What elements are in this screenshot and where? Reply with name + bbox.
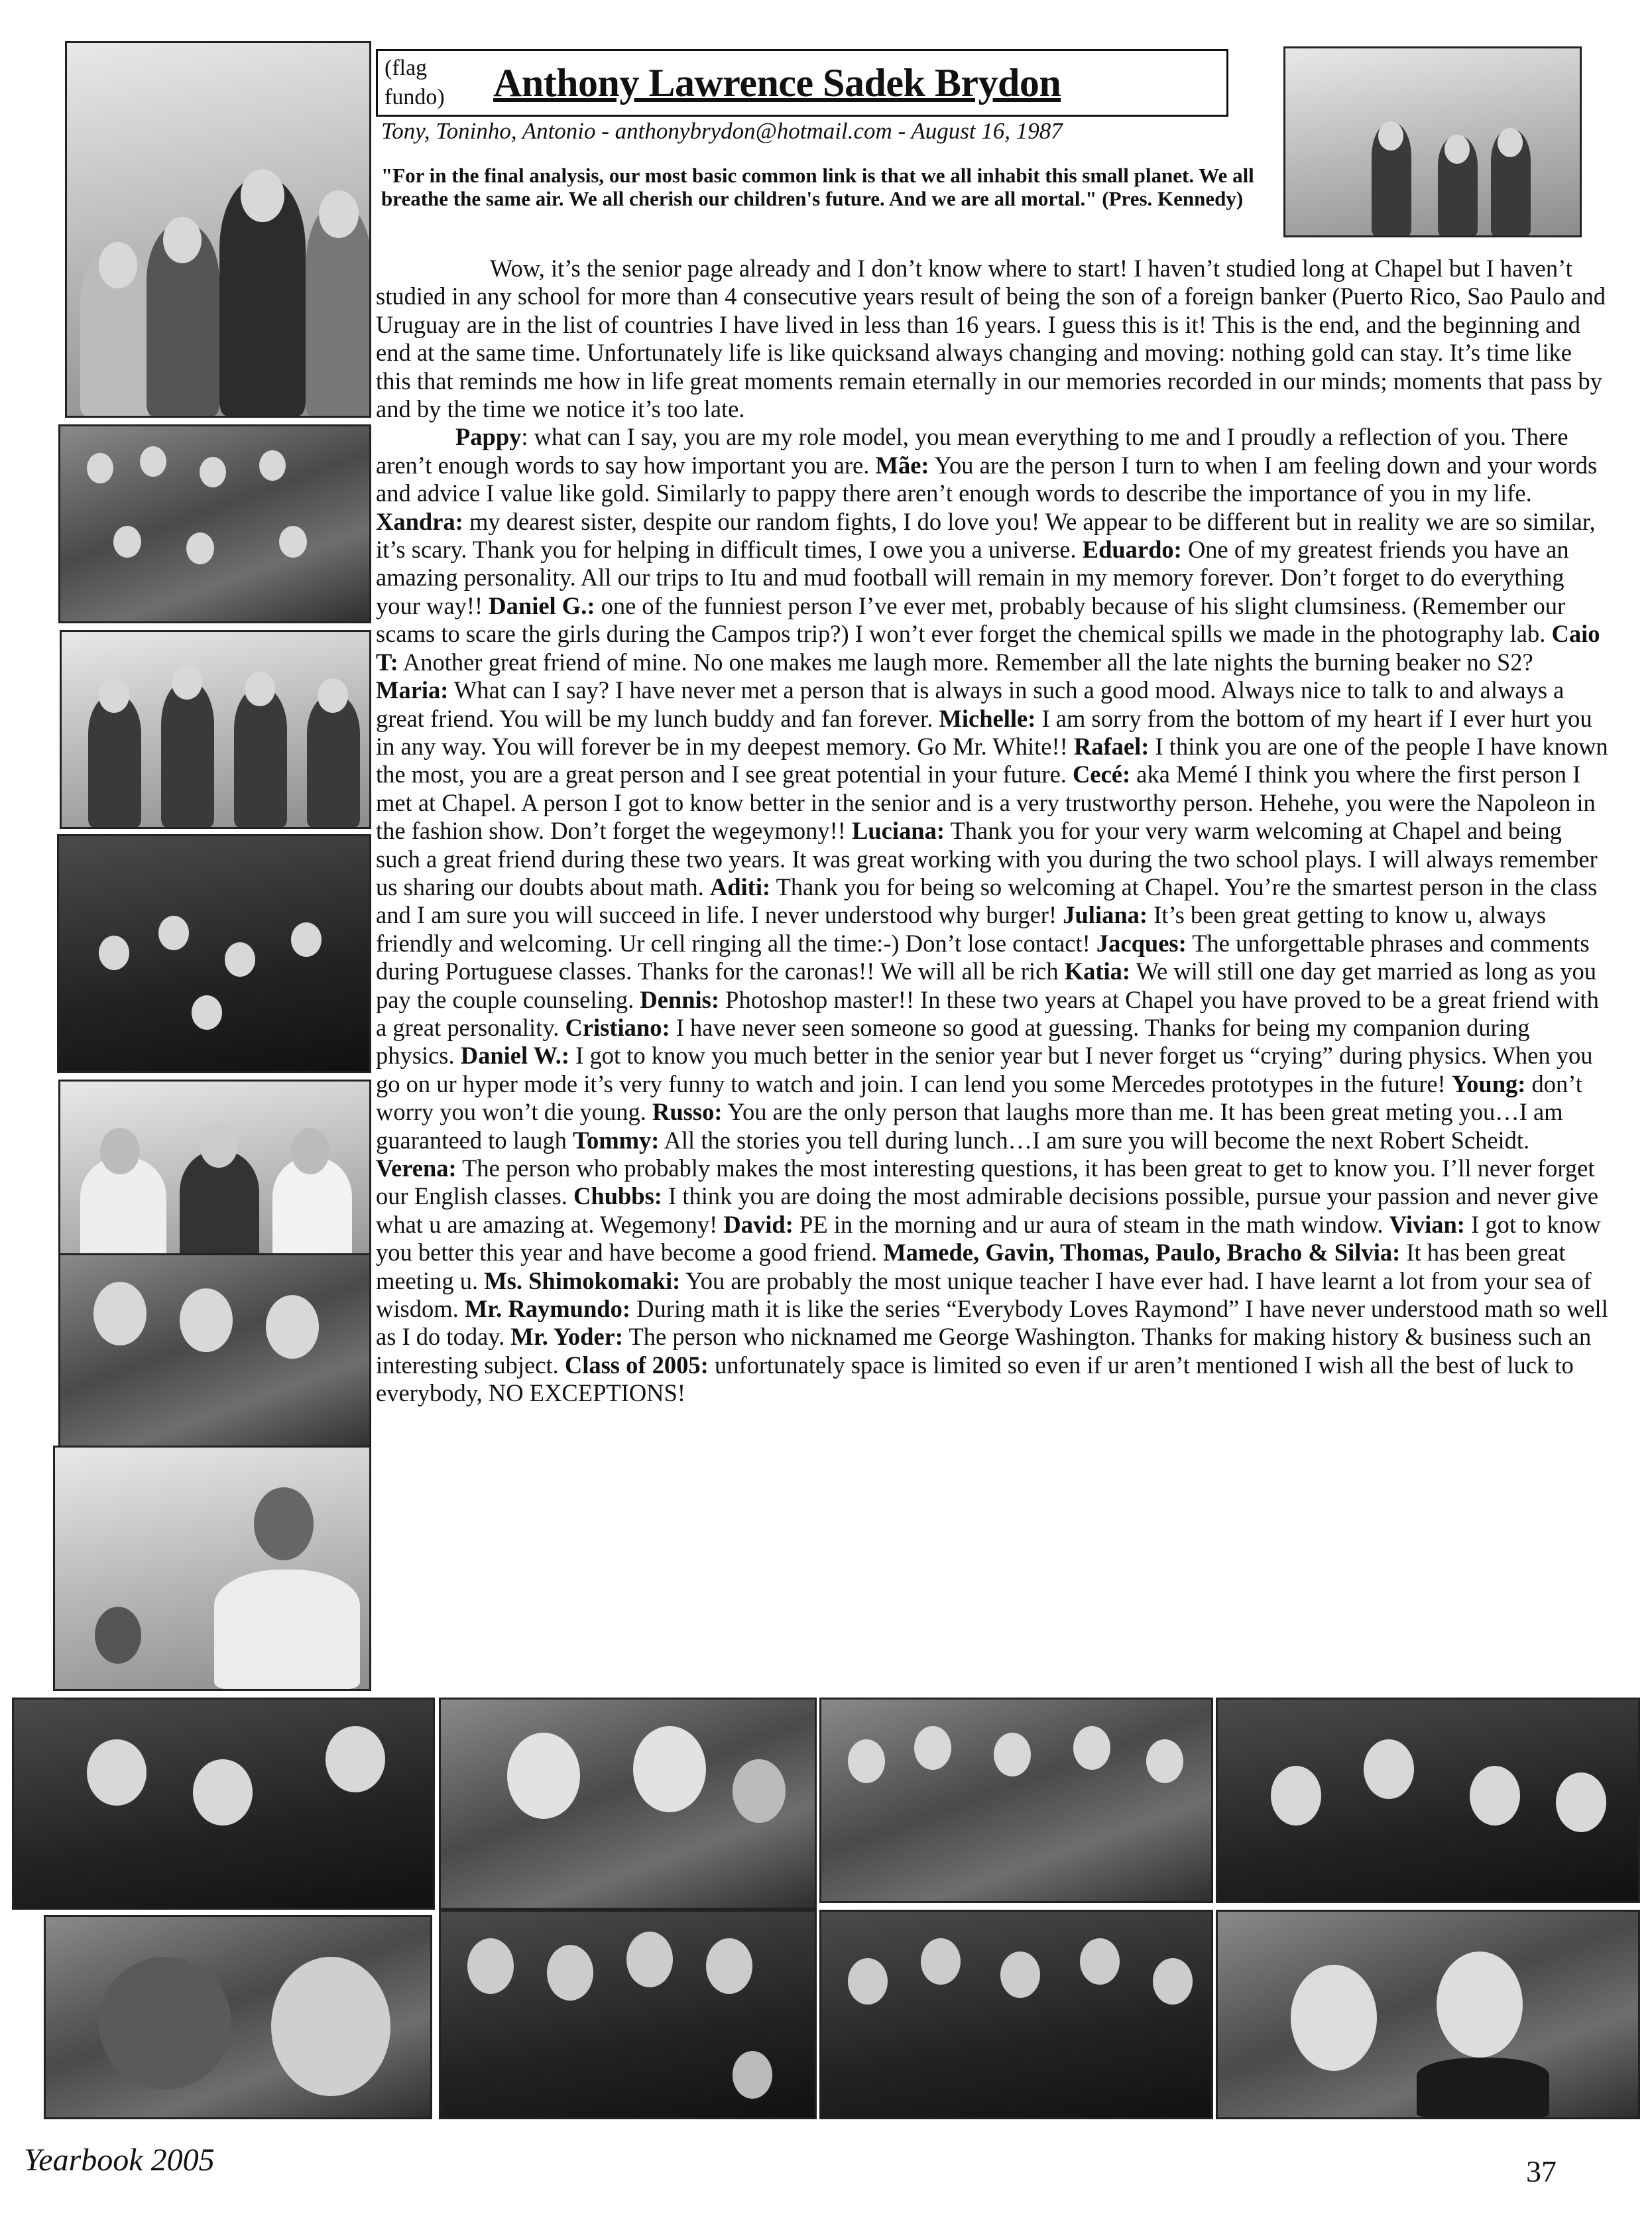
photo-class-stairs: [58, 424, 371, 623]
dedication-name: Cecé:: [1073, 761, 1131, 788]
photo-formal-party: [1216, 1698, 1640, 1903]
dedication-text: aka Memé I think you where the first person I met at Chapel. A person I got to know better in the senior and is a very trustworthy person. Hehehe, you were the Napoleon in the fashion show. Don’t forget the wegeymony!!: [376, 761, 1596, 845]
dedication-text: I have never seen someone so good at guessing. Thanks for being my companion during physics.: [376, 1013, 1530, 1070]
dedication-name: Daniel G.:: [489, 591, 595, 619]
quote: "For in the final analysis, our most basic common link is that we all inhabit this small planet. We all breathe the same air. We all cherish our children's future. And we are all mortal." (Pres. Kennedy): [381, 164, 1254, 210]
photo-group-forest: [57, 834, 371, 1073]
dedication-text: One of my greatest friends you have an amazing personality. All our trips to Itu and mud football will remain in my memory forever. Don’t forget to do everything your way!!: [376, 536, 1569, 619]
dedication-name: Eduardo:: [1082, 536, 1182, 564]
dedication-text: Thank you for being so welcoming at Chapel. You’re the smartest person in the class and I am sure you will succeed in life. I never understood why burger!: [376, 873, 1598, 929]
dedication-name: Young:: [1451, 1070, 1526, 1097]
photo-boys-smiling: [439, 1698, 817, 1910]
page-title: Anthony Lawrence Sadek Brydon: [493, 61, 1061, 105]
dedication-name: Xandra:: [376, 507, 463, 535]
dedication-name: Maria:: [376, 676, 449, 704]
dedication-name: Tommy:: [572, 1126, 660, 1154]
dedication-text: The unforgettable phrases and comments during Portuguese classes. Thanks for the caronas!! We will all be rich: [376, 929, 1590, 985]
dedication-text: What can I say? I have never met a person that is always in such a good mood. Always nice to talk to and always a great friend. You will be my lunch buddy and fan forever.: [376, 676, 1564, 732]
dedication-name: Luciana:: [852, 817, 945, 845]
page-number: 37: [1526, 2154, 1557, 2188]
dedication-text: Another great friend of mine. No one makes me laugh more. Remember all the late nights the burning beaker no S2?: [398, 648, 1533, 676]
photo-boy-portrait: [53, 1446, 371, 1691]
dedication-text: All the stories you tell during lunch…I am sure you will become the next Robert Scheidt.: [659, 1126, 1530, 1154]
dedication-text: The person who nicknamed me George Washington. Thanks for making history & business such an interesting subject.: [376, 1323, 1592, 1379]
photo-closeup-selfie: [44, 1915, 432, 2119]
dedication-name: Caio T:: [376, 620, 1600, 676]
dedication-name: Russo:: [652, 1098, 723, 1126]
dedication-text: don’t worry you won’t die young.: [376, 1070, 1582, 1126]
dedication-name: Pappy: [455, 423, 522, 451]
flag-note: (flag fundo): [384, 56, 445, 109]
photo-group-party: [819, 1910, 1213, 2119]
photo-couple-formal: [1216, 1910, 1640, 2119]
dedication-text: : what can I say, you are my role model, you mean everything to me and I proudly a reflection of you. There aren’t enough words to say how important you are.: [376, 423, 1568, 479]
dedication-text: Photoshop master!! In these two years at Chapel you have proved to be a great friend with a great personality.: [376, 985, 1599, 1041]
photo-friends-night: [439, 1910, 817, 2119]
dedication-text: It’s been great getting to know u, always friendly and welcoming. Ur cell ringing all the time:-) Don’t lose contact!: [376, 901, 1547, 957]
dedication-name: Chubbs:: [573, 1182, 662, 1210]
photo-family-group: [65, 41, 371, 418]
dedication-name: Aditi:: [709, 873, 771, 900]
dedication-name: Dennis:: [640, 985, 720, 1013]
dedication-name: Class of 2005:: [564, 1351, 709, 1379]
photo-group-standing: [819, 1698, 1213, 1903]
dedication-text: It has been great meeting u.: [376, 1239, 1566, 1294]
dedication-text: The person who probably makes the most interesting questions, it has been great to get to know you. I’ll never forget our English classes.: [376, 1154, 1595, 1210]
dedication-name: Mãe:: [875, 451, 929, 479]
dedication-text: You are probably the most unique teacher I have ever had. I have learnt a lot from your sea of wisdom.: [376, 1267, 1592, 1323]
footer-publication: Yearbook 2005: [24, 2142, 215, 2178]
dedication-text: Thank you for your very warm welcoming at Chapel and being such a great friend during these two years. It was great working with you during the two school plays. I will always remember us sharing our doubts about math.: [376, 817, 1598, 900]
photo-friends-outdoors: [60, 630, 371, 829]
dedication-text: I got to know you better this year and have become a good friend.: [376, 1210, 1601, 1267]
dedication-name: Michelle:: [939, 704, 1036, 732]
dedication-text: I got to know you much better in the senior year but I never forget us “crying” during physics. When you go on ur hyper mode it’s very funny to watch and join. I can lend you some Mercedes prototypes in the future!: [376, 1042, 1593, 1097]
dedication-name: Mr. Yoder:: [510, 1323, 624, 1351]
dedication-text: You are the person I turn to when I am feeling down and your words and advice I value like gold. Similarly to pappy there aren’t enough words to describe the importance of you in my life.: [376, 451, 1598, 507]
body-text: [376, 255, 1610, 1408]
dedication-text: I think you are doing the most admirable decisions possible, pursue your passion and never give what u are amazing at. Wegemony!: [376, 1182, 1599, 1238]
dedication-text: I think you are one of the people I have known the most, you are a great person and I see great potential in your future.: [376, 732, 1608, 788]
intro-paragraph: Wow, it’s the senior page already and I don’t know where to start! I haven’t studied long at Chapel but I haven’t studied in any school for more than 4 consecutive years result of being the son of a foreign banker (Puerto Rico, Sao Paulo and Uruguay are in the list of countries I have lived in less than 16 years. I guess this is it! This is the end, and the beginning and end at the same time. Unfortunately life is like quicksand always changing and moving: nothing gold can stay. It’s time like this that reminds me how in life great moments remain eternally in our memories recorded in our minds; moments that pass by and by the time we notice it’s too late.: [376, 255, 1606, 423]
dedication-text: I am sorry from the bottom of my heart if I ever hurt you in any way. You will forever be in my deepest memory. Go Mr. White!!: [376, 704, 1592, 760]
dedication-name: Mamede, Gavin, Thomas, Paulo, Bracho & Silvia:: [883, 1239, 1401, 1267]
dedication-text: During math it is like the series “Everybody Loves Raymond” I have never understood math so well as I do today.: [376, 1295, 1608, 1351]
dedication-text: one of the funniest person I’ve ever met, probably because of his slight clumsiness. (Remember our scams to scare the girls during the Campos trip?) I won’t ever forget the chemical spills we made in the photography lab.: [376, 591, 1566, 648]
dedication-text: We will still one day get married as long as you pay the couple counseling.: [376, 958, 1596, 1013]
dedication-text: You are the only person that laughs more than me. It has been great meting you…I am guaranteed to laugh: [376, 1098, 1563, 1154]
dedication-name: Rafael:: [1073, 732, 1150, 760]
dedication-text: unfortunately space is limited so even if ur aren’t mentioned I wish all the best of luck to everybody, NO EXCEPTIONS!: [376, 1351, 1574, 1407]
dedication-name: Mr. Raymundo:: [464, 1295, 630, 1323]
dedication-name: Jacques:: [1096, 929, 1187, 957]
dedication-text: my dearest sister, despite our random fights, I do love you! We appear to be different but in reality we are so similar, it’s scary. Thank you for helping in difficult times, I owe you a universe.: [376, 507, 1596, 564]
dedication-name: Daniel W.:: [460, 1042, 570, 1070]
title-box: [376, 49, 1228, 117]
photo-scuba-divers: [12, 1698, 435, 1910]
dedication-name: Verena:: [376, 1154, 457, 1182]
dedication-name: Cristiano:: [565, 1013, 670, 1041]
dedication-name: David:: [723, 1210, 794, 1238]
dedication-name: Juliana:: [1063, 901, 1148, 929]
subtitle: Tony, Toninho, Antonio - anthonybrydon@hotmail.com - August 16, 1987: [381, 118, 1063, 144]
dedication-name: Katia:: [1064, 958, 1131, 985]
dedication-text: PE in the morning and ur aura of steam in the math window.: [793, 1210, 1389, 1238]
dedication-name: Ms. Shimokomaki:: [484, 1267, 681, 1294]
dedications-paragraph: [376, 423, 1610, 1407]
photo-city-street: [1283, 46, 1582, 237]
photo-friends-dinner: [58, 1253, 371, 1452]
dedication-name: Vivian:: [1389, 1210, 1465, 1238]
